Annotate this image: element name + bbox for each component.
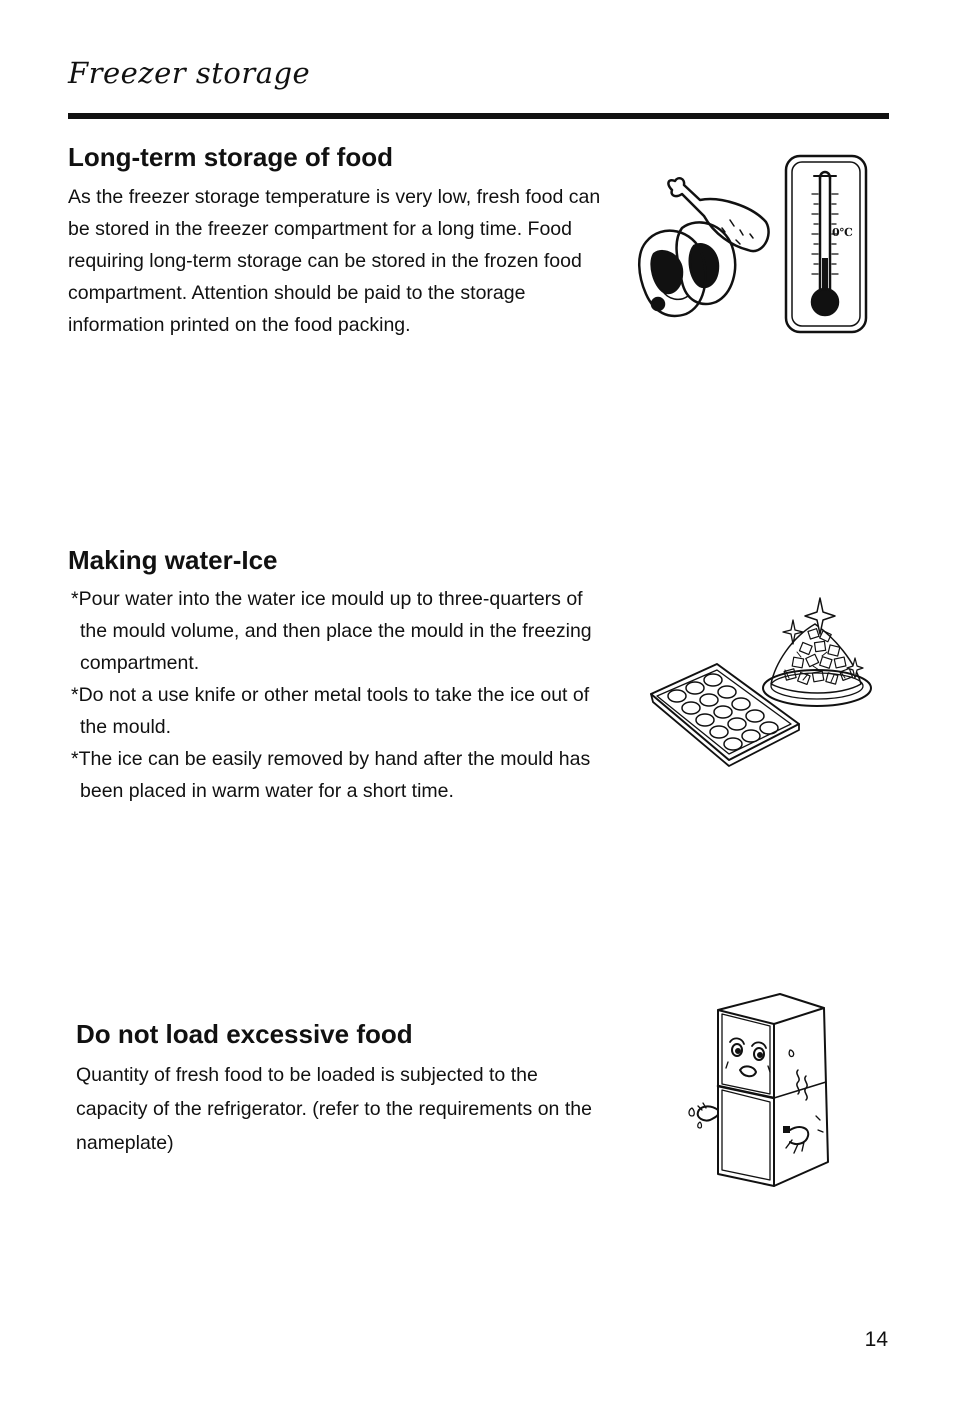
title-divider <box>68 113 889 119</box>
frozen-meat-and-thermometer-icon <box>632 150 872 340</box>
ice-tray-and-ice-cubes-icon <box>645 594 877 770</box>
ice-instruction-item: *Do not a use knife or other metal tools to take the ice out of the mould. <box>71 684 590 738</box>
section-heading-long-term-storage: Long-term storage of food <box>68 142 393 172</box>
long-term-storage-paragraph: As the freezer storage temperature is very low, fresh food can be stored in the freezer compartment for a long time. Food requiring long-term storage can be stored in the frozen food compartment. Attention should be paid to the storage information printed on the food packing. <box>68 186 601 336</box>
page-title: Freezer storage <box>68 56 311 90</box>
page-number: 14 <box>864 1328 888 1351</box>
thermometer-label: 0℃ <box>832 226 853 239</box>
overloaded-refrigerator-icon <box>680 990 836 1190</box>
ice-instruction-item: *The ice can be easily removed by hand after the mould has been placed in warm water for a short time. <box>71 748 591 802</box>
section-heading-do-not-load-excessive-food: Do not load excessive food <box>76 1019 413 1049</box>
section-heading-making-water-ice: Making water-Ice <box>68 545 278 575</box>
excessive-food-paragraph: Quantity of fresh food to be loaded is subjected to the capacity of the refrigerator. (refer to the requirements on the nameplate) <box>76 1064 592 1154</box>
ice-instruction-item: *Pour water into the water ice mould up to three-quarters of the mould volume, and then place the mould in the freezing compartment. <box>71 588 592 674</box>
